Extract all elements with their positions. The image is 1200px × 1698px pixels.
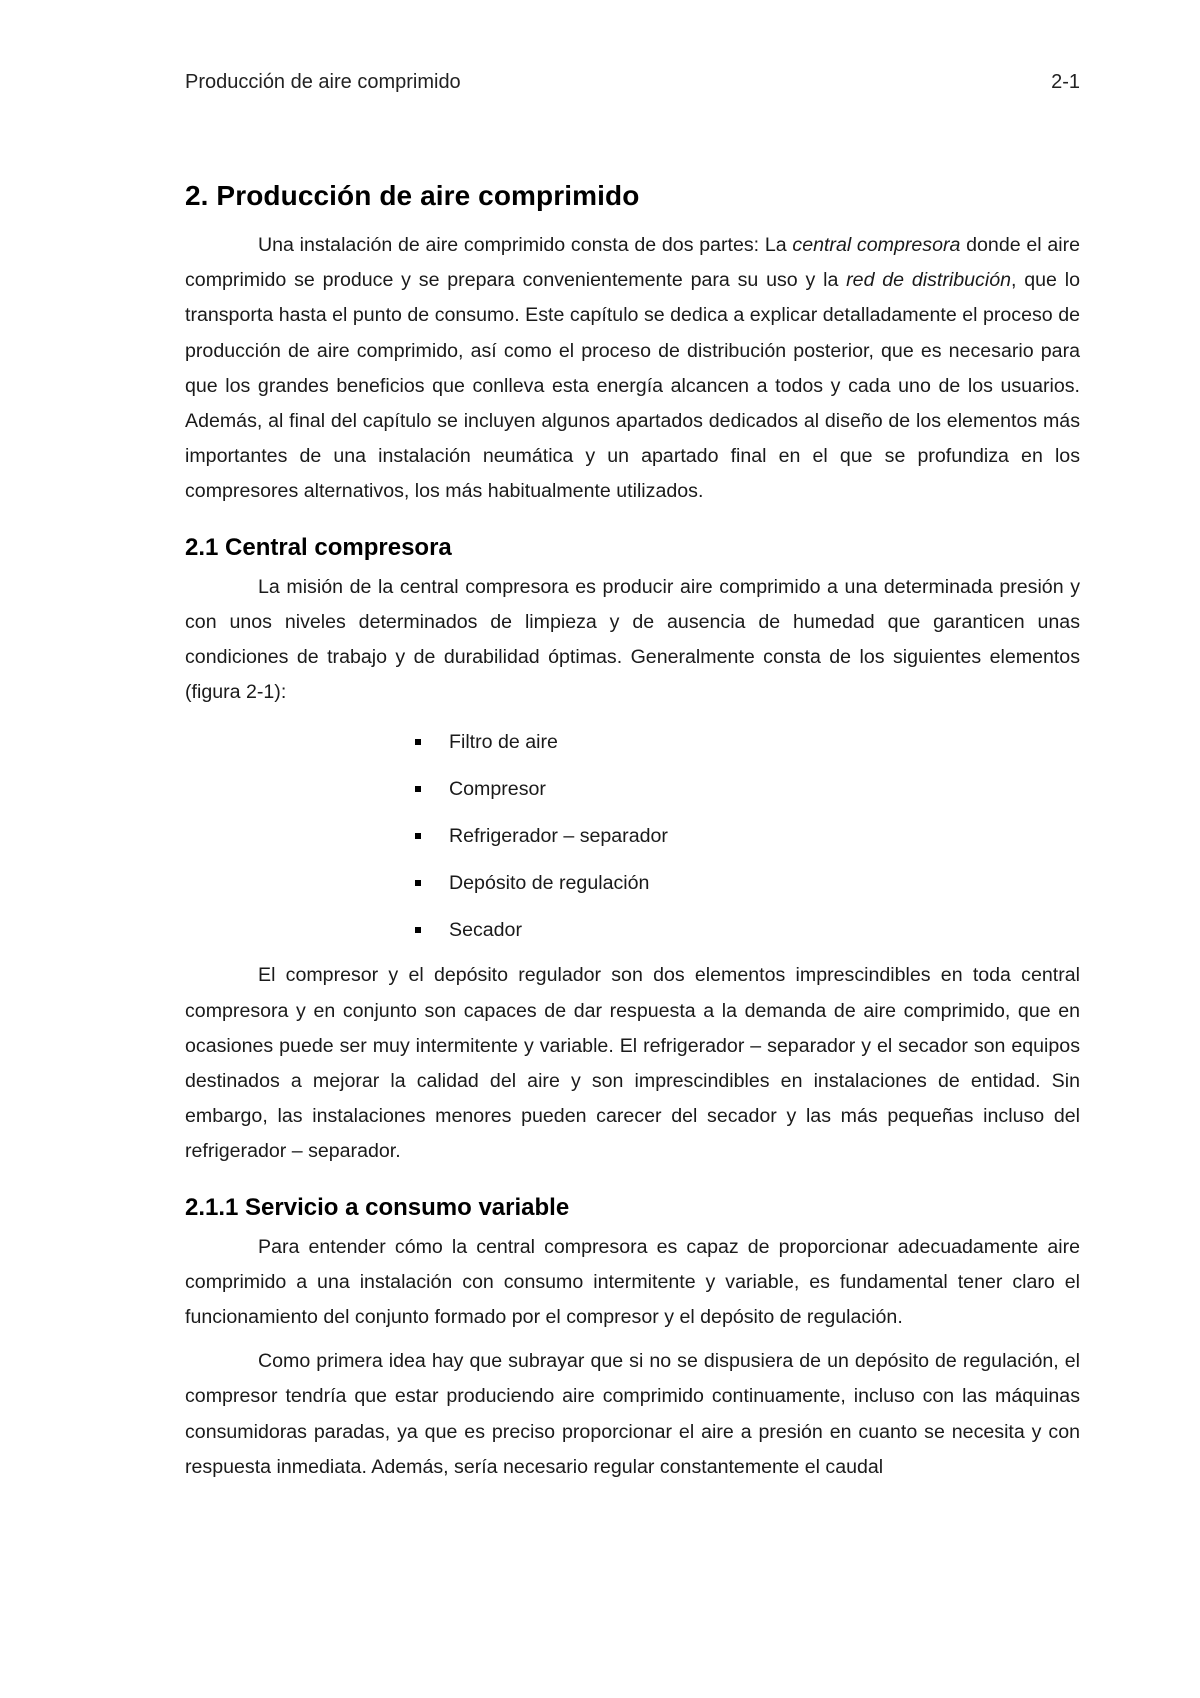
section-paragraph: La misión de la central compresora es producir aire comprimido a una determinada presión y con unos niveles determinados de limpieza y de ausencia de humedad que garanticen unas condiciones de trabajo y de durabilidad óptimas. Generalmente consta de los siguientes elementos (figura 2-1): <box>185 575 1080 704</box>
list-item-label: Secador <box>449 919 522 942</box>
section-title: 2.1 Central compresora <box>185 533 452 561</box>
list-item <box>413 719 1080 766</box>
list-item <box>413 766 1080 813</box>
running-title: Producción de aire comprimido <box>185 71 461 93</box>
elements-list <box>185 719 1080 954</box>
square-bullet-icon <box>415 739 421 745</box>
intro-text-mid: donde el aire comprimido se produce y se prepara convenientemente para su uso y la <box>185 234 1080 292</box>
list-item-label: Refrigerador – separador <box>449 825 668 848</box>
intro-text-end: , que lo transporta hasta el punto de consumo. Este capítulo se dedica a explicar detalladamente el proceso de producción de aire comprimido, así como el proceso de distribución posterior, que es necesario para que los grandes beneficios que conlleva esta energía alcancen a todos y cada uno de los usuarios. Además, al final del capítulo se incluyen algunos apartados dedicados al diseño de los elementos más importantes de una instalación neumática y un apartado final en el que se profundiza en los compresores alternativos, los más habitualmente utilizados. <box>185 269 1080 503</box>
intro-emphasis-red: red de distribución <box>846 269 1011 292</box>
list-item <box>413 813 1080 860</box>
list-item-label: Depósito de regulación <box>449 872 650 895</box>
square-bullet-icon <box>415 880 421 886</box>
square-bullet-icon <box>415 786 421 792</box>
subsection-paragraph: Como primera idea hay que subrayar que si no se dispusiera de un depósito de regulación, el compresor tendría que estar produciendo aire comprimido continuamente, incluso con las máquinas consumidoras paradas, ya que es preciso proporcionar el aire a presión en cuanto se necesita y con respuesta inmediata. Además, sería necesario regular constantemente el caudal <box>185 1350 1080 1478</box>
list-item-label: Filtro de aire <box>449 731 558 754</box>
square-bullet-icon <box>415 927 421 933</box>
running-header <box>185 71 1080 94</box>
section-paragraph: El compresor y el depósito regulador son dos elementos imprescindibles en toda central compresora y en conjunto son capaces de dar respuesta a la demanda de aire comprimido, que en ocasiones puede ser muy intermitente y variable. El refrigerador – separador y el secador son equipos destinados a mejorar la calidad del aire y son imprescindibles en instalaciones de entidad. Sin embargo, las instalaciones menores pueden carecer del secador y las más pequeñas incluso del refrigerador – separador. <box>185 964 1080 1163</box>
page-number: 2-1 <box>1051 71 1080 93</box>
intro-paragraph <box>185 228 1080 510</box>
chapter-title: 2. Producción de aire comprimido <box>185 180 640 211</box>
subsection-title: 2.1.1 Servicio a consumo variable <box>185 1193 570 1221</box>
list-item <box>413 907 1080 954</box>
intro-text-start: Una instalación de aire comprimido consta de dos partes: La <box>258 234 793 256</box>
square-bullet-icon <box>415 833 421 839</box>
list-item-label: Compresor <box>449 778 546 801</box>
page-content <box>185 180 1080 1494</box>
intro-emphasis-central: central compresora <box>792 234 961 256</box>
list-item <box>413 860 1080 907</box>
subsection-paragraph: Para entender cómo la central compresora es capaz de proporcionar adecuadamente aire comprimido a una instalación con consumo intermitente y variable, es fundamental tener claro el funcionamiento del conjunto formado por el compresor y el depósito de regulación. <box>185 1235 1080 1329</box>
